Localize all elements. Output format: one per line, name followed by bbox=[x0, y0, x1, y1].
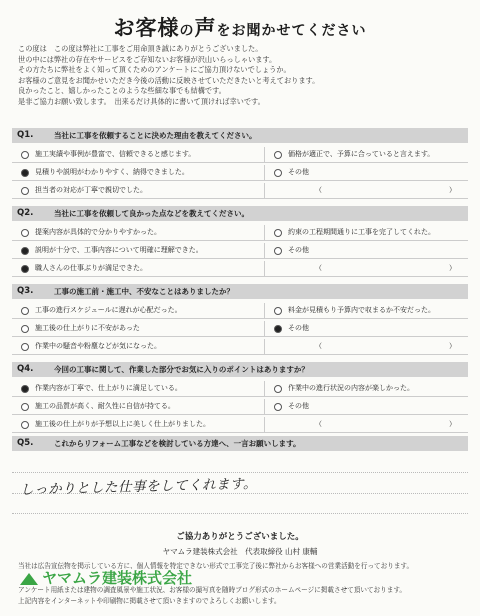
option-label: その他 bbox=[288, 246, 309, 254]
option-label: 施工後の仕上がりが予想以上に美しく仕上がりました。 bbox=[35, 420, 210, 428]
option-label: 提案内容が具体的で分かりやすかった。 bbox=[35, 228, 161, 236]
radio-button[interactable] bbox=[21, 325, 29, 333]
option-cell[interactable] bbox=[265, 147, 468, 162]
option-row bbox=[12, 225, 468, 241]
other-input[interactable] bbox=[265, 339, 468, 354]
option-label: 作業内容が丁寧で、仕上がりに満足している。 bbox=[35, 384, 182, 392]
paren-close: ） bbox=[449, 420, 456, 428]
radio-button[interactable] bbox=[21, 247, 29, 255]
radio-button[interactable] bbox=[21, 421, 29, 429]
option-cell[interactable] bbox=[265, 225, 468, 240]
radio-button[interactable] bbox=[21, 229, 29, 237]
option-cell[interactable] bbox=[12, 321, 265, 336]
radio-button[interactable] bbox=[274, 307, 282, 315]
handwritten-answer[interactable]: しっかりとした仕事をしてくれます。 bbox=[19, 475, 258, 499]
radio-button[interactable] bbox=[274, 385, 282, 393]
company-signature: ヤマムラ建装株式会社 代表取締役 山村 康輔 bbox=[162, 547, 318, 556]
option-label: 施工実績や事例が豊富で、信頼できると感じます。 bbox=[35, 150, 196, 158]
option-label: 施工の品質が高く、耐久性に自信が持てる。 bbox=[35, 402, 175, 410]
thanks-text: ご協力ありがとうございました。 bbox=[176, 532, 304, 542]
option-label: 作業中の騒音や粉塵などが気になった。 bbox=[35, 342, 161, 350]
question-header-q1: Q1. 当社に工事を依頼することに決めた理由を教えてください。 bbox=[12, 128, 468, 143]
option-row bbox=[12, 147, 468, 163]
paren-open: （ bbox=[315, 342, 322, 350]
intro-line: 是非ご協力お願い致します。 出来るだけ具体的に書いて頂ければ幸いです。 bbox=[18, 96, 265, 106]
option-label: 価格が適正で、予算に合っていると言えます。 bbox=[288, 150, 435, 158]
intro-text bbox=[18, 44, 468, 107]
radio-button[interactable] bbox=[21, 403, 29, 411]
option-label: 作業中の進行状況の内容が楽しかった。 bbox=[288, 384, 414, 392]
other-input[interactable] bbox=[265, 261, 468, 276]
option-label: 約束の工程期間通りに工事を完了してくれた。 bbox=[288, 228, 435, 236]
answer-line bbox=[12, 513, 468, 514]
option-label: 職人さんの仕事ぶりが満足できた。 bbox=[35, 264, 147, 272]
option-cell[interactable] bbox=[12, 261, 265, 276]
option-cell[interactable] bbox=[12, 303, 265, 318]
radio-button[interactable] bbox=[274, 403, 282, 411]
radio-button[interactable] bbox=[21, 187, 29, 195]
option-cell[interactable] bbox=[12, 165, 265, 180]
option-row bbox=[12, 165, 468, 181]
option-row bbox=[12, 339, 468, 355]
radio-button[interactable] bbox=[274, 151, 282, 159]
question-header-q5: Q5. これからリフォーム工事などを検討している方達へ、一言お願いします。 bbox=[12, 436, 468, 451]
option-row bbox=[12, 261, 468, 277]
intro-line: その方たちに弊社をよく知って頂くためのアンケートにご協力頂けないでしょうか。 bbox=[18, 65, 291, 74]
option-label: 担当者の対応が丁寧で親切でした。 bbox=[35, 186, 147, 194]
option-cell[interactable] bbox=[12, 339, 265, 354]
footer-note: 当社は広告宣伝物を掲示している方に、個人情報を特定できない形式で工事完了後に弊社からお客様への営業活動を行っております。 bbox=[18, 562, 414, 570]
option-cell[interactable] bbox=[265, 321, 468, 336]
radio-button[interactable] bbox=[21, 343, 29, 351]
intro-line: 世の中には弊社の存在やサービスをご存知ないお客様が沢山いらっしゃいます。 bbox=[18, 54, 277, 64]
paren-open: （ bbox=[315, 186, 322, 194]
option-cell[interactable] bbox=[265, 303, 468, 318]
option-label: その他 bbox=[288, 324, 309, 332]
other-input[interactable] bbox=[265, 417, 468, 432]
question-header-q4: Q4. 今回の工事に関して、作業した部分でお気に入りのポイントはありますか？ bbox=[12, 362, 468, 377]
option-label: その他 bbox=[288, 402, 309, 410]
option-cell[interactable] bbox=[265, 165, 468, 180]
radio-button[interactable] bbox=[21, 151, 29, 159]
option-row bbox=[12, 183, 468, 199]
page-title: お客様の声をお聞かせてください bbox=[113, 16, 367, 40]
intro-line: 良かったこと、嬉しかったことのような些細な事でも結構です。 bbox=[18, 86, 226, 95]
radio-button[interactable] bbox=[21, 385, 29, 393]
radio-button[interactable] bbox=[274, 247, 282, 255]
option-label: 見積りや説明がわかりやすく、納得できました。 bbox=[35, 168, 189, 176]
question-header-q3: Q3. 工事の施工前・施工中、不安なことはありましたか？ bbox=[12, 284, 468, 299]
house-icon bbox=[20, 573, 38, 585]
footer-note: 上記内容をインターネットや印刷物に掲載させて頂いきますのでよろしくお願いします。 bbox=[18, 597, 281, 605]
paren-open: （ bbox=[315, 264, 322, 272]
option-row bbox=[12, 303, 468, 319]
option-cell[interactable] bbox=[12, 243, 265, 258]
option-cell[interactable] bbox=[12, 183, 265, 198]
paren-close: ） bbox=[449, 264, 456, 272]
option-label: 料金が見積もり予算内で収まるか不安だった。 bbox=[288, 306, 435, 314]
radio-button[interactable] bbox=[21, 307, 29, 315]
option-cell[interactable] bbox=[12, 381, 265, 396]
option-cell[interactable] bbox=[12, 399, 265, 414]
radio-button[interactable] bbox=[274, 229, 282, 237]
option-cell[interactable] bbox=[12, 225, 265, 240]
radio-button[interactable] bbox=[274, 169, 282, 177]
option-row bbox=[12, 321, 468, 337]
paren-close: ） bbox=[449, 342, 456, 350]
option-cell[interactable] bbox=[12, 147, 265, 162]
intro-line: お客様のご意見をお聞かせいただき今後の活動に反映させていただきたいと考えております。 bbox=[18, 75, 320, 85]
radio-button[interactable] bbox=[274, 325, 282, 333]
other-input[interactable] bbox=[265, 183, 468, 198]
option-label: 工事の進行スケジュールに遅れが心配だった。 bbox=[35, 306, 182, 314]
option-cell[interactable] bbox=[265, 399, 468, 414]
option-label: 説明が十分で、工事内容について明確に理解できた。 bbox=[35, 246, 203, 254]
company-logo: ヤマムラ建装株式会社 bbox=[20, 567, 260, 587]
option-label: その他 bbox=[288, 168, 309, 176]
intro-line: この度は この度は弊社に工事をご用命頂き誠にありがとうございました。 bbox=[18, 44, 263, 53]
option-cell[interactable] bbox=[12, 417, 265, 432]
option-label: 施工後の仕上がりに不安があった bbox=[35, 324, 140, 332]
footer-note: アンケート用紙または建物の調査風景や施工状況、お客様の撮写真を随時ブログ形式のホームページに掲載させて頂いております。 bbox=[18, 586, 406, 594]
option-row bbox=[12, 243, 468, 259]
option-row bbox=[12, 381, 468, 397]
option-row bbox=[12, 399, 468, 415]
option-cell[interactable] bbox=[265, 381, 468, 396]
option-cell[interactable] bbox=[265, 243, 468, 258]
option-row bbox=[12, 417, 468, 433]
paren-close: ） bbox=[449, 186, 456, 194]
paren-open: （ bbox=[315, 420, 322, 428]
radio-button[interactable] bbox=[21, 169, 29, 177]
radio-button[interactable] bbox=[21, 265, 29, 273]
question-header-q2: Q2. 当社に工事を依頼して良かった点などを教えてください。 bbox=[12, 206, 468, 221]
